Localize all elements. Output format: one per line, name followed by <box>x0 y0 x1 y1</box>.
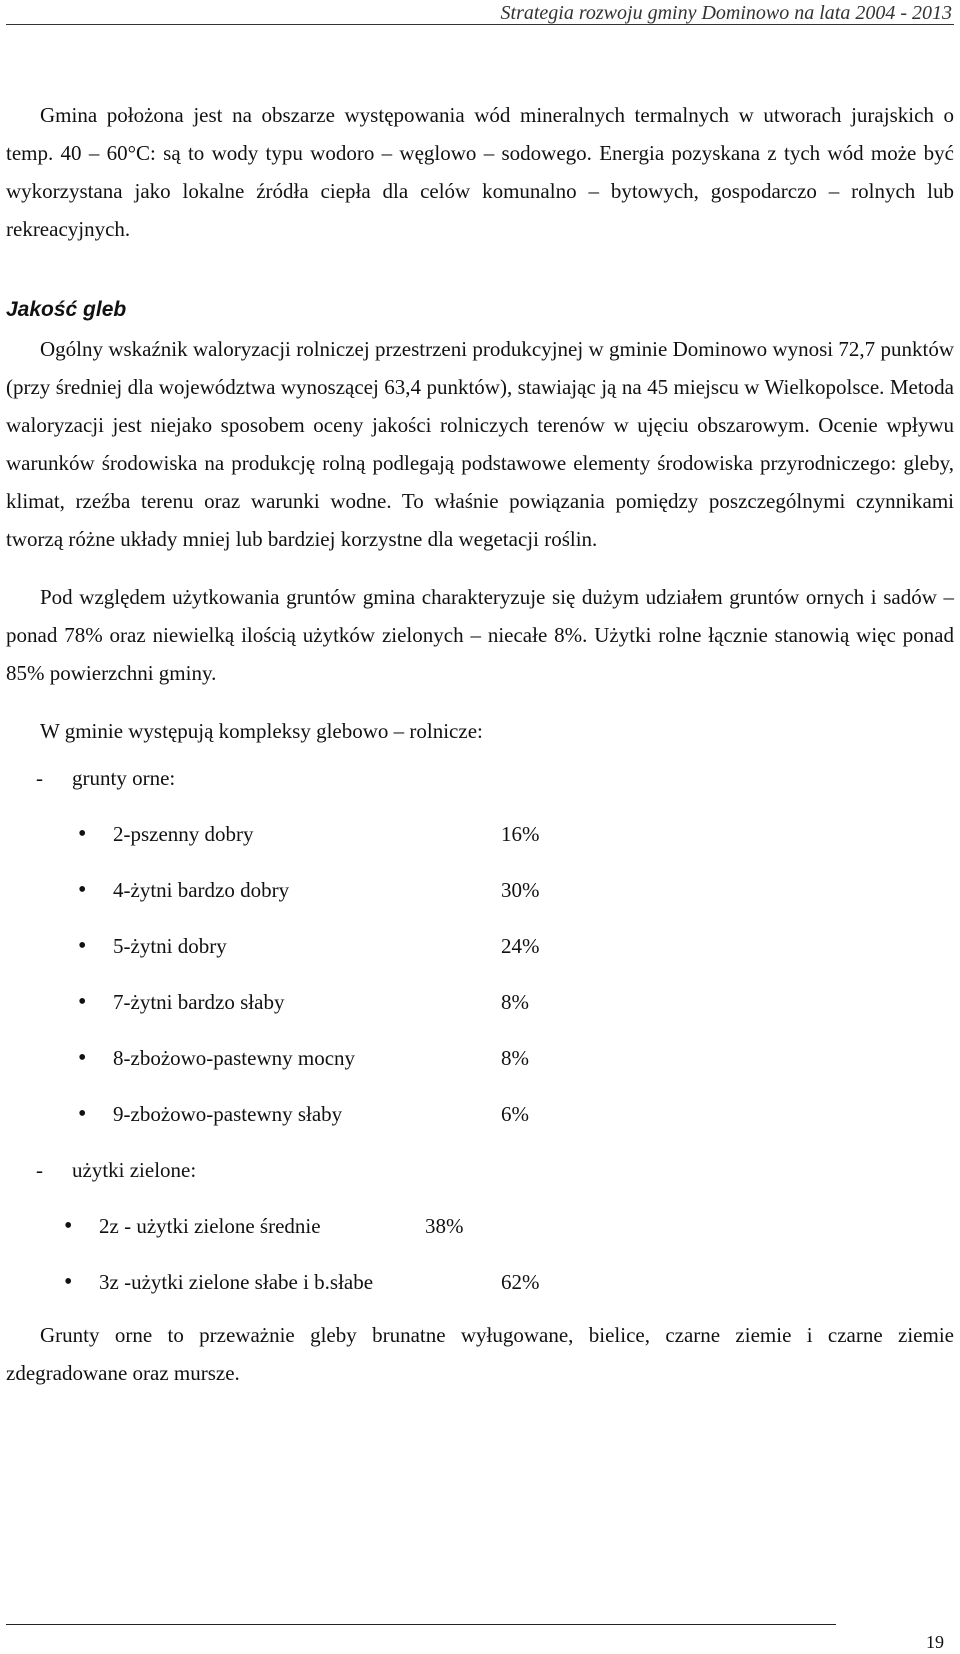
complex-name: 5-żytni dobry <box>113 934 227 958</box>
grassland-label: użytki zielone: <box>72 1158 197 1182</box>
bullet-icon: • <box>78 877 87 903</box>
complex-name: 3z -użytki zielone słabe i b.słabe <box>99 1270 374 1294</box>
complex-name: 4-żytni bardzo dobry <box>113 878 290 902</box>
bullet-icon: • <box>64 1213 73 1239</box>
list-item <box>6 1030 954 1086</box>
list-item <box>6 1254 954 1310</box>
dash-marker: - <box>36 1158 43 1182</box>
complex-share: 6% <box>501 1102 529 1126</box>
complex-share: 24% <box>501 934 540 958</box>
header-rule <box>6 24 954 25</box>
complex-share: 30% <box>501 878 540 902</box>
soil-types-paragraph: Grunty orne to przeważnie gleby brunatne wyługowane, bielice, czarne ziemie i czarne ziemie zdegradowane oraz mursze. <box>6 1323 954 1385</box>
complex-name: 9-zbożowo-pastewny słaby <box>113 1102 343 1126</box>
list-item <box>6 806 954 862</box>
complex-share: 38% <box>425 1214 464 1238</box>
complex-share: 8% <box>501 1046 529 1070</box>
bullet-icon: • <box>78 1045 87 1071</box>
mineral-waters-paragraph: Gmina położona jest na obszarze występowania wód mineralnych termalnych w utworach jurajskich o temp. 40 – 60°C: są to wody typu wodoro – węglowo – sodowego. Energia pozyskana z tych wód może być wykorzystana jako lokalne źródła ciepła dla celów komunalno – bytowych, gospodarczo – rolnych lub rekreacyjnych. <box>6 103 954 241</box>
bullet-icon: • <box>78 933 87 959</box>
list-item <box>6 918 954 974</box>
list-item <box>6 862 954 918</box>
grassland-complex-list <box>6 1198 954 1310</box>
land-use-paragraph: Pod względem użytkowania gruntów gmina charakteryzuje się dużym udziałem gruntów ornych i sadów – ponad 78% oraz niewielką ilością użytków zielonych – niecałe 8%. Użytki rolne łącznie stanowią więc ponad 85% powierzchni gminy. <box>6 585 954 685</box>
dash-marker: - <box>36 766 43 790</box>
arable-land-item <box>6 750 954 806</box>
soil-index-paragraph: Ogólny wskaźnik waloryzacji rolniczej przestrzeni produkcyjnej w gminie Dominowo wynosi 72,7 punktów (przy średniej dla województwa wynoszącej 63,4 punktów), stawiając ją na 45 miejscu w Wielkopolsce. Metoda waloryzacji jest niejako sposobem oceny jakości rolniczych terenów w ujęciu obszarowym. Ocenie wpływu warunków środowiska na produkcję rolną podlegają podstawowe elementy środowiska przyrodniczego: gleby, klimat, rzeźba terenu oraz warunki wodne. To właśnie powiązania pomiędzy poszczególnymi czynnikami tworzą różne układy mniej lub bardziej korzystne dla wegetacji roślin. <box>6 337 954 551</box>
complex-share: 62% <box>501 1270 540 1294</box>
list-item <box>6 974 954 1030</box>
complexes-intro: W gminie występują kompleksy glebowo – rolnicze: <box>40 719 483 743</box>
page-content <box>6 96 954 1392</box>
soil-quality-heading: Jakość gleb <box>6 298 127 321</box>
page-header <box>0 0 960 32</box>
complex-share: 16% <box>501 822 540 846</box>
page-number: 19 <box>926 1632 944 1652</box>
bullet-icon: • <box>78 989 87 1015</box>
bullet-icon: • <box>64 1269 73 1295</box>
bullet-icon: • <box>78 1101 87 1127</box>
arable-land-label: grunty orne: <box>72 766 176 790</box>
list-item <box>6 1086 954 1142</box>
grassland-item <box>6 1142 954 1198</box>
complex-name: 8-zbożowo-pastewny mocny <box>113 1046 356 1070</box>
list-item <box>6 1198 954 1254</box>
complex-name: 2z - użytki zielone średnie <box>99 1214 321 1238</box>
complex-share: 8% <box>501 990 529 1014</box>
document-title: Strategia rozwoju gminy Dominowo na lata 2004 - 2013 <box>500 2 952 24</box>
complex-name: 7-żytni bardzo słaby <box>113 990 285 1014</box>
footer-rule <box>6 1624 836 1625</box>
bullet-icon: • <box>78 821 87 847</box>
complex-name: 2-pszenny dobry <box>113 822 254 846</box>
arable-complex-list <box>6 806 954 1142</box>
